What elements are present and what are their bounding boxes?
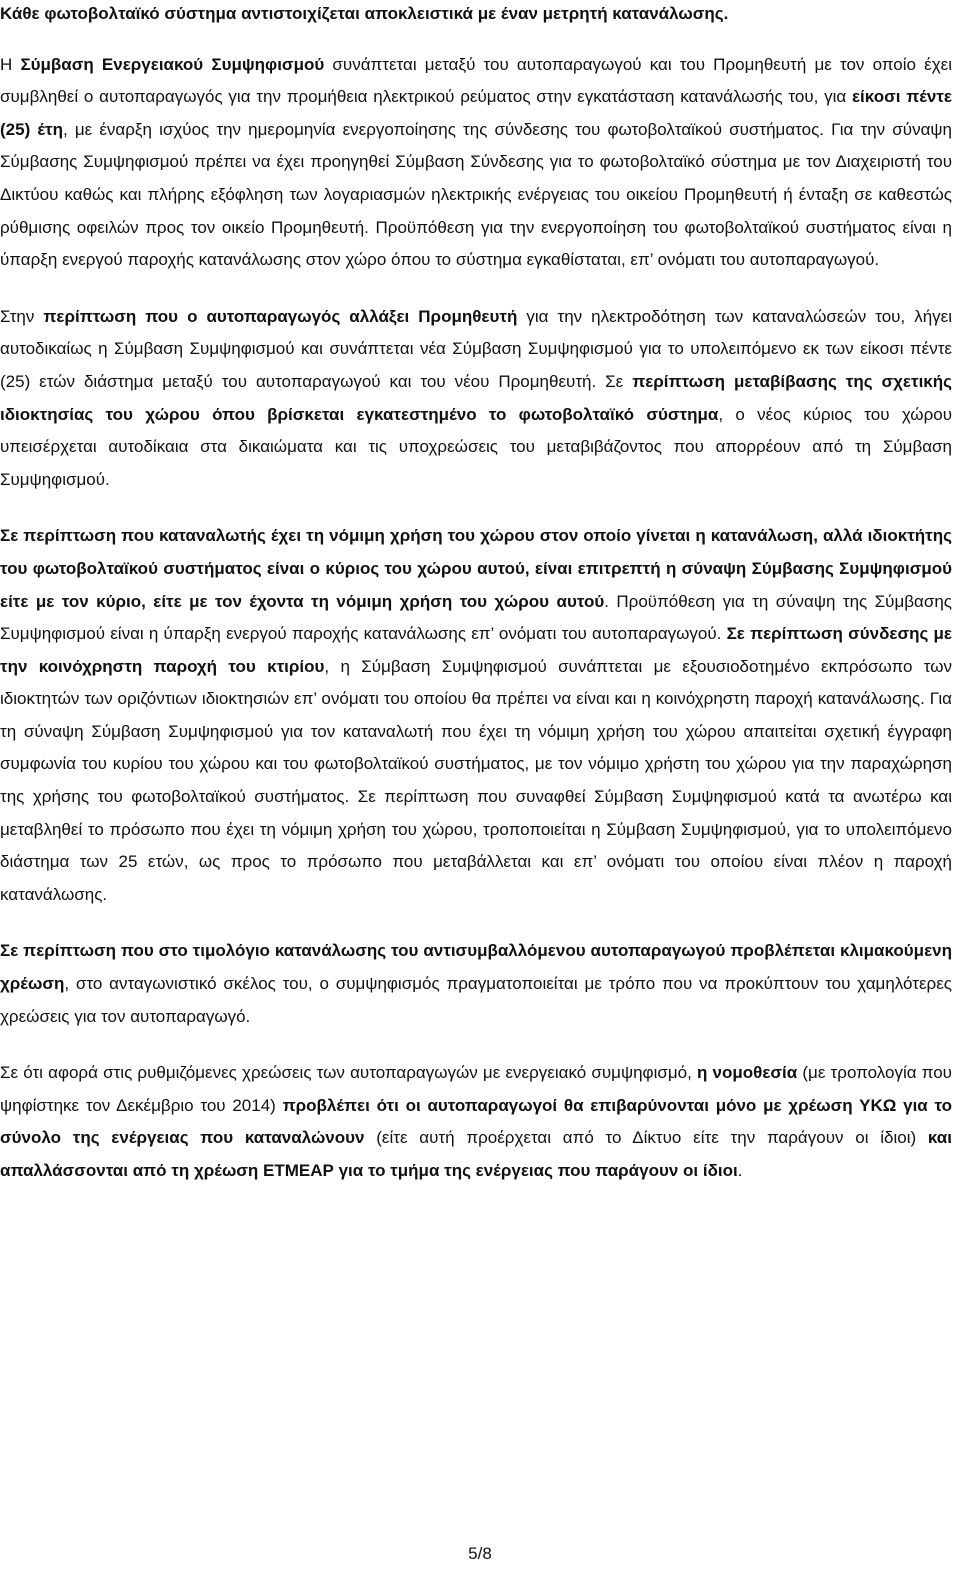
text-segment: Σύμβαση Ενεργειακού Συμψηφισμού [20, 54, 325, 74]
text-segment: , ο νέος κύριος του χώρου υπεισέρχεται αυτοδίκαια στα δικαιώματα και τις υποχρεώσεις του μεταβιβάζοντος που απορρέουν από τη Σύμβαση Συμψηφισμού. [0, 404, 952, 489]
text-segment: είκοσι πέντε (25) έτη [0, 87, 952, 139]
paragraph-1 [0, 0, 952, 31]
text-segment: (με τροπολογία που ψηφίστηκε τον Δεκέμβριο του 2014) [0, 1063, 952, 1115]
paragraph-3 [0, 301, 952, 497]
text-segment: προβλέπει ότι οι αυτοπαραγωγοί θα επιβαρύνονται μόνο με χρέωση ΥΚΩ για το σύνολο της ενέργειας που καταναλώνουν [0, 1095, 952, 1148]
text-segment: και απαλλάσσονται από τη χρέωση ΕΤΜΕΑΡ για το τμήμα της ενέργειας που παράγουν οι ίδιοι [0, 1128, 952, 1180]
paragraph-4 [0, 520, 952, 911]
text-segment: Στην [0, 306, 44, 326]
text-segment: (είτε αυτή προέρχεται από το Δίκτυο είτε την παράγουν οι ίδιοι) [364, 1128, 928, 1148]
text-segment: Σε περίπτωση σύνδεσης με την κοινόχρηστη παροχή του κτιρίου [0, 624, 952, 676]
text-segment: , με έναρξη ισχύος την ημερομηνία ενεργοποίησης της σύνδεσης του φωτοβολταϊκού συστήματος. Για την σύναψη Σύμβασης Συμψηφισμού πρέπει να έχει προηγηθεί Σύμβαση Σύνδεσης για το φωτοβολταϊκό σύστημα με τον Διαχειριστή του Δικτύου καθώς και πλήρης εξόφληση των λογαριασμών ηλεκτρικής ενέργειας του οικείου Προμηθευτή ή ένταξη σε καθεστώς ρύθμισης οφειλών προς τον οικείο Προμηθευτή. Προϋπόθεση για την ενεργοποίηση του φωτοβολταϊκού συστήματος είναι η ύπαρξη ενεργού παροχής κατανάλωσης στον χώρο όπου το σύστημα εγκαθίσταται, επ’ ονόματι του αυτοπαραγωγού. [0, 119, 952, 270]
text-segment: . Προϋπόθεση για τη σύναψη της Σύμβασης Συμψηφισμού είναι η ύπαρξη ενεργού παροχής κατανάλωσης επ’ ονόματι του αυτοπαραγωγού. [0, 591, 952, 644]
text-segment: για την ηλεκτροδότηση των καταναλώσεών του, λήγει αυτοδικαίως η Σύμβαση Συμψηφισμού και συνάπτεται νέα Σύμβαση Συμψηφισμού για το υπολειπόμενο εκ των είκοσι πέντε (25) ετών διάστημα μεταξύ του αυτοπαραγωγού και του νέου Προμηθευτή. Σε [0, 306, 953, 391]
page-number: 5/8 [468, 1544, 492, 1563]
text-segment: Σε ότι αφορά στις ρυθμιζόμενες χρεώσεις των αυτοπαραγωγών με ενεργειακό συμψηφισμό, [0, 1063, 697, 1083]
paragraph-2 [0, 49, 952, 277]
text-segment: η νομοθεσία [696, 1063, 798, 1083]
text-segment: Κάθε φωτοβολταϊκό σύστημα αντιστοιχίζεται αποκλειστικά με έναν μετρητή κατανάλωσης. [0, 4, 729, 23]
text-segment: περίπτωση μεταβίβασης της σχετικής ιδιοκτησίας του χώρου όπου βρίσκεται εγκατεστημένο το φωτοβολταϊκό σύστημα [0, 371, 952, 424]
paragraph-5 [0, 935, 952, 1033]
text-segment: Σε περίπτωση που στο τιμολόγιο κατανάλωσης του αντισυμβαλλόμενου αυτοπαραγωγού προβλέπεται κλιμακούμενη χρέωση [0, 941, 952, 994]
text-segment: , η Σύμβαση Συμψηφισμού συνάπτεται με εξουσιοδοτημένο εκπρόσωπο των ιδιοκτητών των οριζόντιων ιδιοκτησιών επ’ ονόματι του οποίου θα πρέπει να είναι και η κοινόχρηστη παροχή κατανάλωσης. Για τη σύναψη Σύμβαση Συμψηφισμού για τον καταναλωτή που έχει τη νόμιμη χρήση του χώρου απαιτείται σχετική έγγραφη συμφωνία του κυρίου του χώρου και του φωτοβολταϊκού συστήματος, με τον νόμιμο χρήστη του χώρου για την παραχώρηση της χρήσης του φωτοβολταϊκού συστήματος. Σε περίπτωση που συναφθεί Σύμβαση Συμψηφισμού κατά τα ανωτέρω και μεταβληθεί το πρόσωπο που έχει τη νόμιμη χρήση του χώρου, τροποποιείται η Σύμβαση Συμψηφισμού, για το υπολειπόμενο διάστημα των 25 ετών, ως προς το πρόσωπο που μεταβάλλεται και επ’ ονόματι του οποίου είναι πλέον η παροχή κατανάλωσης. [0, 656, 952, 904]
text-segment: Η [0, 54, 21, 74]
text-segment: Σε περίπτωση που καταναλωτής έχει τη νόμιμη χρήση του χώρου στον οποίο γίνεται η κατανάλωση, αλλά ιδιοκτήτης του φωτοβολταϊκού συστήματος είναι ο κύριος του χώρου αυτού, είναι επιτρεπτή η σύναψη Σύμβασης Συμψηφισμού είτε με τον κύριο, είτε με τον έχοντα τη νόμιμη χρήση του χώρου αυτού [0, 526, 952, 611]
text-segment: , στο ανταγωνιστικό σκέλος του, ο συμψηφισμός πραγματοποιείται με τρόπο που να προκύπτουν του χαμηλότερες χρεώσεις για τον αυτοπαραγωγό. [0, 974, 952, 1026]
text-segment: περίπτωση που ο αυτοπαραγωγός αλλάξει Προμηθευτή [43, 306, 518, 326]
text-segment: συνάπτεται μεταξύ του αυτοπαραγωγού και του Προμηθευτή με τον οποίο έχει συμβληθεί ο αυτοπαραγωγός για την προμήθεια ηλεκτρικού ρεύματος στην εγκατάσταση κατανάλωσής του, για [0, 54, 952, 107]
text-segment: . [737, 1161, 743, 1180]
paragraph-6 [0, 1057, 952, 1187]
